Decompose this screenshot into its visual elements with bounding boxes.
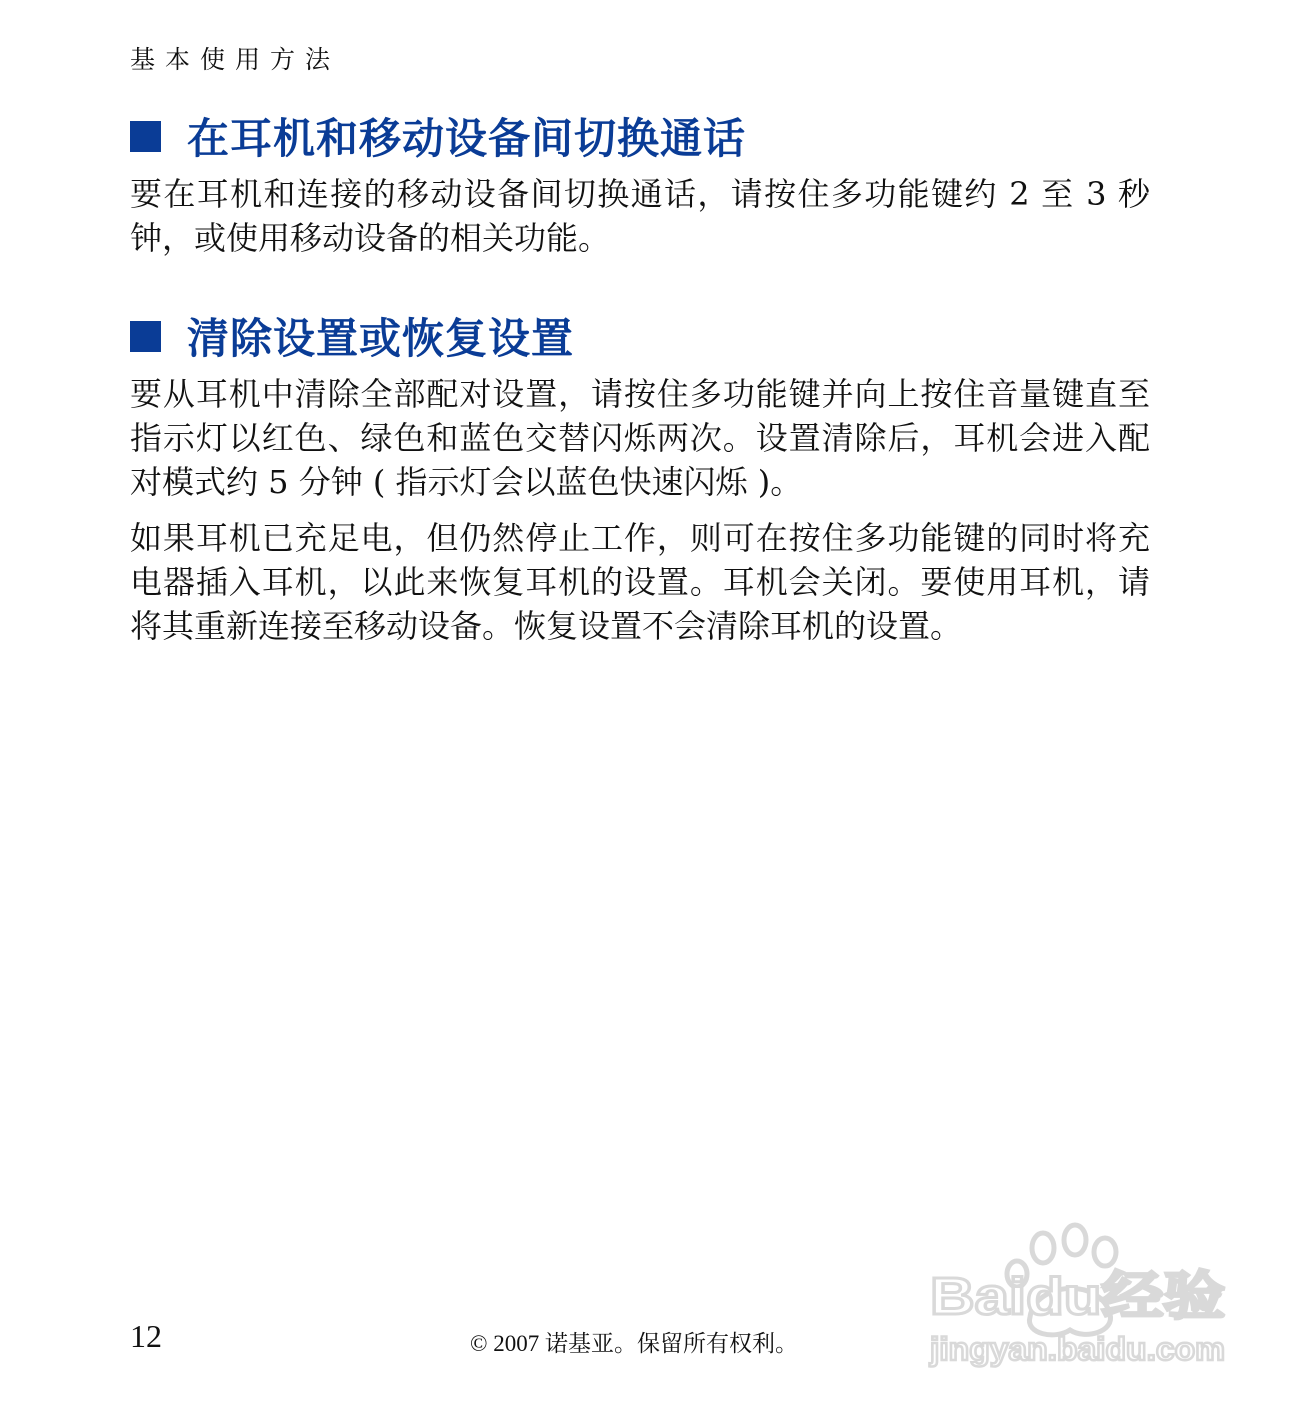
section-switch-calls xyxy=(130,108,1150,260)
body-paragraph: 要从耳机中清除全部配对设置，请按住多功能键并向上按住音量键直至指示灯以红色、绿色和蓝色交替闪烁两次。设置清除后，耳机会进入配对模式约 5 分钟 ( 指示灯会以蓝色快速闪烁 )。 xyxy=(130,375,1150,501)
copyright-notice: © 2007 诺基亚。保留所有权利。 xyxy=(470,1331,798,1356)
section-clear-restore-settings xyxy=(130,308,1150,648)
section-heading xyxy=(130,308,1150,364)
running-head: 基本使用方法 xyxy=(130,45,341,74)
watermark-url-text: jingyan.baidu.com xyxy=(928,1331,1225,1367)
body-paragraph: 如果耳机已充足电，但仍然停止工作，则可在按住多功能键的同时将充电器插入耳机，以此来恢复耳机的设置。耳机会关闭。要使用耳机，请将其重新连接至移动设备。恢复设置不会清除耳机的设置。 xyxy=(130,519,1150,645)
square-bullet-icon xyxy=(130,321,161,352)
section-heading-text: 在耳机和移动设备间切换通话 xyxy=(187,114,747,163)
baidu-jingyan-watermark xyxy=(925,1222,1235,1372)
page-number: 12 xyxy=(130,1318,162,1354)
body-paragraph: 要在耳机和连接的移动设备间切换通话，请按住多功能键约 2 至 3 秒钟，或使用移动设备的相关功能。 xyxy=(130,175,1150,257)
section-heading-text: 清除设置或恢复设置 xyxy=(187,314,575,363)
square-bullet-icon xyxy=(130,121,161,152)
watermark-logo-text: Baidu经验 xyxy=(930,1268,1225,1326)
section-heading xyxy=(130,108,1150,164)
